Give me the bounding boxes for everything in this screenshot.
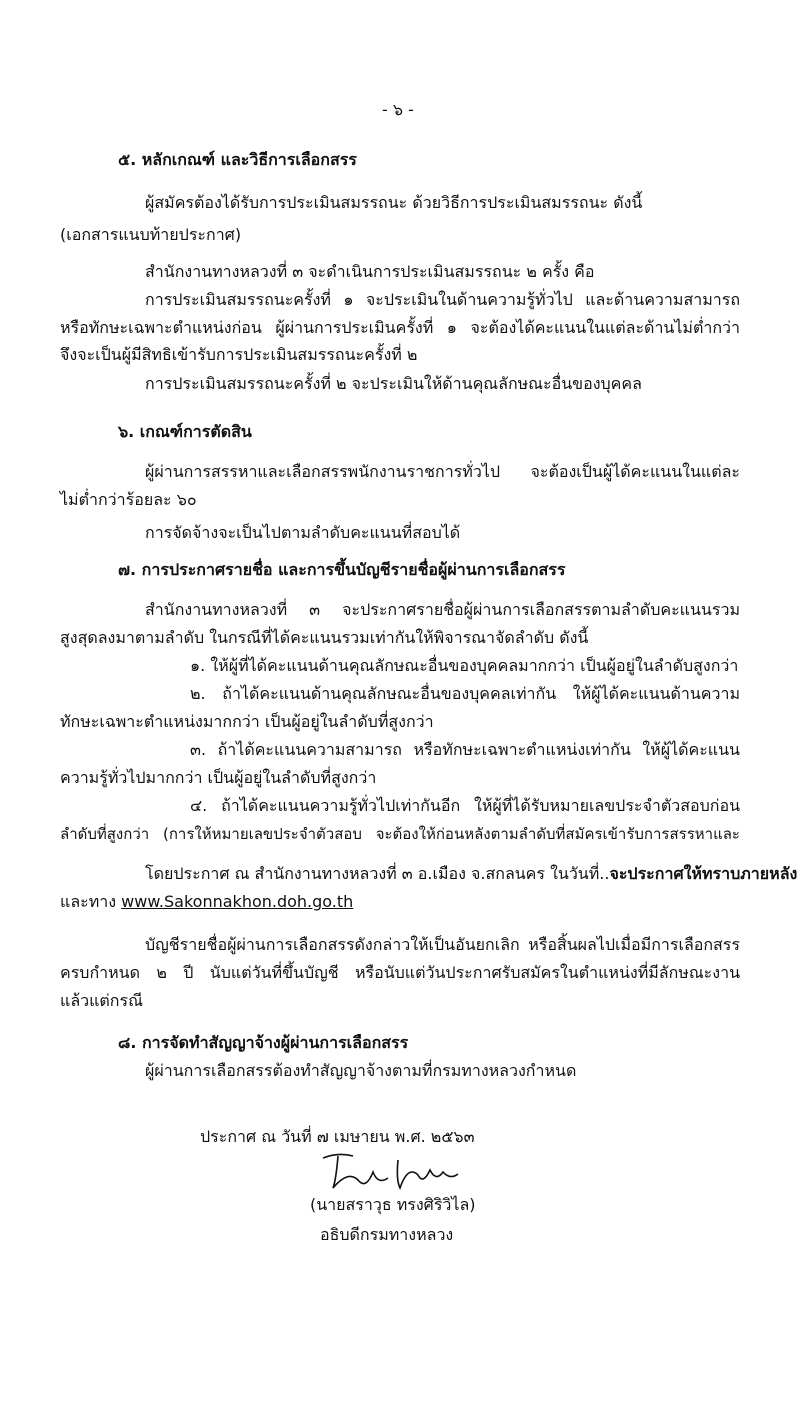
- section-7-heading: ๗. การประกาศรายชื่อ และการขึ้นบัญชีรายชื่อผู้ผ่านการเลือกสรร: [118, 560, 566, 579]
- paragraph-line: ผู้ผ่านการสรรหาและเลือกสรรพนักงานราชการทั่วไป จะต้องเป็นผู้ได้คะแนนในแต่ละ: [145, 462, 740, 481]
- paragraph-line: หรือทักษะเฉพาะตำแหน่งก่อน ผู้ผ่านการประเมินครั้งที่ ๑ จะต้องได้คะแนนในแต่ละด้านไม่ต่ำกว่า: [60, 318, 740, 337]
- page-number: - ๖ -: [382, 100, 414, 119]
- paragraph-line: (เอกสารแนบท้ายประกาศ): [60, 225, 242, 244]
- section-6-heading: ๖. เกณฑ์การตัดสิน: [118, 422, 252, 441]
- signatory-title: อธิบดีกรมทางหลวง: [320, 1225, 454, 1244]
- announcement-text: และทาง: [60, 892, 122, 911]
- signatory-name: (นายสราวุธ ทรงศิริวิไล): [310, 1195, 476, 1214]
- list-item: ๔. ถ้าได้คะแนนความรู้ทั่วไปเท่ากันอีก ให้ผู้ที่ได้รับหมายเลขประจำตัวสอบก่อน: [190, 796, 740, 815]
- paragraph-line: จึงจะเป็นผู้มีสิทธิเข้ารับการประเมินสมรรถนะครั้งที่ ๒: [60, 345, 418, 364]
- paragraph-line: การประเมินสมรรถนะครั้งที่ ๒ จะประเมินให้ด้านคุณลักษณะอื่นของบุคคล: [145, 374, 642, 393]
- paragraph-line: บัญชีรายชื่อผู้ผ่านการเลือกสรรดังกล่าวให้เป็นอันยกเลิก หรือสิ้นผลไปเมื่อมีการเลือกสรร: [145, 935, 740, 954]
- paragraph-line: ครบกำหนด ๒ ปี นับแต่วันที่ขึ้นบัญชี หรือนับแต่วันประกาศรับสมัครในตำแหน่งที่มีลักษณะงาน: [60, 963, 740, 982]
- paragraph-line: สำนักงานทางหลวงที่ ๓ จะดำเนินการประเมินสมรรถนะ ๒ ครั้ง คือ: [145, 262, 595, 281]
- section-8-heading: ๘. การจัดทำสัญญาจ้างผู้ผ่านการเลือกสรร: [118, 1033, 409, 1052]
- section-5-heading: ๕. หลักเกณฑ์ และวิธีการเลือกสรร: [118, 150, 357, 169]
- signature-icon: [318, 1150, 468, 1195]
- list-item: ลำดับที่สูงกว่า (การให้หมายเลขประจำตัวสอบ จะต้องให้ก่อนหลังตามลำดับที่สมัครเข้ารับการสรรหาและ: [60, 825, 740, 843]
- list-item: ๓. ถ้าได้คะแนนความสามารถ หรือทักษะเฉพาะตำแหน่งเท่ากัน ให้ผู้ได้คะแนน: [190, 740, 740, 759]
- paragraph-line: การประเมินสมรรถนะครั้งที่ ๑ จะประเมินในด้านความรู้ทั่วไป และด้านความสามารถ: [145, 290, 740, 309]
- paragraph-line: ไม่ต่ำกว่าร้อยละ ๖๐: [60, 490, 197, 509]
- paragraph-line: แล้วแต่กรณี: [60, 991, 143, 1010]
- list-item: ๒. ถ้าได้คะแนนด้านคุณลักษณะอื่นของบุคคลเท่ากัน ให้ผู้ได้คะแนนด้านความ: [190, 684, 740, 703]
- announcement-date-note: จะประกาศให้ทราบภายหลัง: [609, 864, 798, 883]
- paragraph-line: สำนักงานทางหลวงที่ ๓ จะประกาศรายชื่อผู้ผ่านการเลือกสรรตามลำดับคะแนนรวม: [145, 600, 740, 619]
- paragraph-line: สูงสุดลงมาตามลำดับ ในกรณีที่ได้คะแนนรวมเท่ากันให้พิจารณาจัดลำดับ ดังนี้: [60, 628, 589, 647]
- paragraph-line: การจัดจ้างจะเป็นไปตามลำดับคะแนนที่สอบได้: [145, 523, 461, 542]
- paragraph-line: ผู้ผ่านการเลือกสรรต้องทำสัญญาจ้างตามที่กรมทางหลวงกำหนด: [145, 1061, 577, 1080]
- signature: [318, 1150, 468, 1199]
- announcement-line-2: [60, 890, 353, 914]
- list-item: ทักษะเฉพาะตำแหน่งมากกว่า เป็นผู้อยู่ในลำดับที่สูงกว่า: [60, 712, 434, 731]
- list-item: ความรู้ทั่วไปมากกว่า เป็นผู้อยู่ในลำดับที่สูงกว่า: [60, 768, 377, 787]
- announcement-line: [145, 862, 797, 886]
- announcement-date: ประกาศ ณ วันที่ ๗ เมษายน พ.ศ. ๒๕๖๓: [200, 1127, 475, 1146]
- announcement-text: โดยประกาศ ณ สำนักงานทางหลวงที่ ๓ อ.เมือง จ.สกลนคร ในวันที่..: [145, 864, 610, 883]
- paragraph-line: ผู้สมัครต้องได้รับการประเมินสมรรถนะ ด้วยวิธีการประเมินสมรรถนะ ดังนี้: [145, 193, 643, 212]
- list-item: ๑. ให้ผู้ที่ได้คะแนนด้านคุณลักษณะอื่นของบุคคลมากกว่า เป็นผู้อยู่ในลำดับสูงกว่า: [190, 656, 739, 675]
- website-link[interactable]: www.Sakonnakhon.doh.go.th: [121, 892, 354, 911]
